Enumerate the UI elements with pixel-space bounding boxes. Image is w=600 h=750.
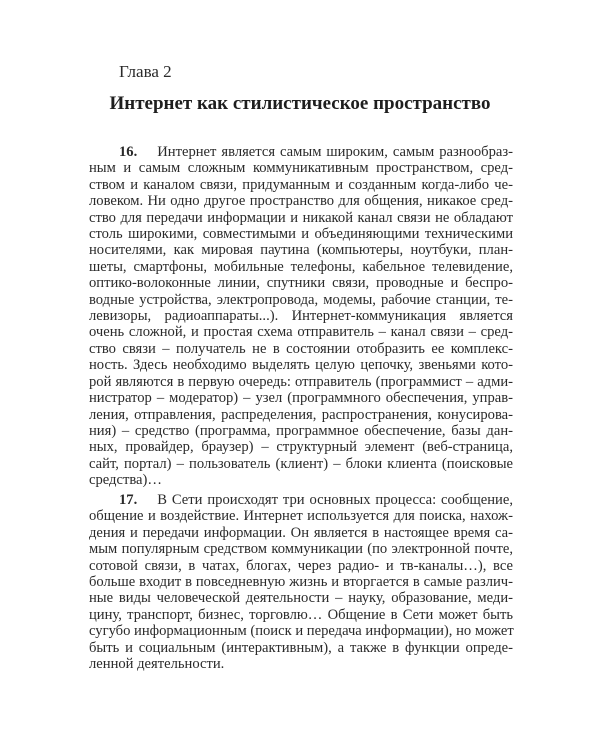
line-text: В Сети происходят три основных процесса: сообщение, bbox=[157, 492, 513, 508]
line-text: мым популярным средством коммуникации (по электронной почте, bbox=[89, 541, 513, 558]
line-text: ность. Здесь необходимо выделять целую цепочку, звеньями кото- bbox=[89, 357, 513, 374]
line-text: носителями, как мировая паутина (компьютеры, ноутбуки, план- bbox=[89, 242, 513, 259]
line-text: средства)… bbox=[89, 472, 162, 489]
chapter-label: Глава 2 bbox=[119, 62, 172, 81]
line-text: ные виды человеческой деятельности – науку, образование, меди- bbox=[89, 590, 513, 607]
text-line bbox=[89, 456, 513, 472]
line-text: оптико-волоконные линии, спутники связи, проводные и беспро- bbox=[89, 275, 513, 292]
line-text: сайт, портал) – пользователь (клиент) – блоки клиента (поисковые bbox=[89, 455, 513, 472]
line-text: ство связи – получатель не в состоянии отобразить ее комплекс- bbox=[89, 340, 513, 357]
text-line bbox=[89, 439, 513, 455]
text-line bbox=[89, 472, 513, 488]
text-line bbox=[89, 259, 513, 275]
text-line bbox=[89, 525, 513, 541]
text-line bbox=[89, 541, 513, 557]
paragraph-17 bbox=[89, 492, 513, 672]
line-text: ловеком. Ни одно другое пространство для общения, никакое сред- bbox=[89, 193, 513, 210]
text-line bbox=[89, 177, 513, 193]
text-line bbox=[89, 607, 513, 623]
text-line bbox=[89, 558, 513, 574]
text-line bbox=[89, 308, 513, 324]
line-text: нистратор – модератор) – узел (программного обеспечения, управ- bbox=[89, 390, 513, 407]
text-line bbox=[89, 390, 513, 406]
line-text: общение и воздействие. Интернет используется для поиска, нахож- bbox=[89, 508, 513, 525]
text-line bbox=[89, 407, 513, 423]
line-text: столь широкими, совместимыми и объединяющими техническими bbox=[89, 226, 513, 243]
text-line bbox=[89, 210, 513, 226]
text-line bbox=[89, 341, 513, 357]
text-line bbox=[89, 324, 513, 340]
text-line bbox=[89, 640, 513, 656]
text-line bbox=[89, 292, 513, 308]
line-text: цину, транспорт, бизнес, торговлю… Общение в Сети может быть bbox=[89, 606, 513, 623]
line-text: ных, провайдер, браузер) – структурный элемент (веб-страница, bbox=[89, 439, 513, 456]
line-text: быть и социальным (интерактивным), а также в функции опреде- bbox=[89, 639, 513, 656]
line-text: рой являются в первую очередь: отправитель (программист – адми- bbox=[89, 373, 513, 390]
text-line bbox=[89, 144, 513, 160]
text-line bbox=[89, 374, 513, 390]
text-line bbox=[89, 574, 513, 590]
text-line bbox=[89, 508, 513, 524]
text-line bbox=[89, 357, 513, 373]
line-text: шеты, смартфоны, мобильные телефоны, кабельное телевидение, bbox=[89, 258, 513, 275]
text-line bbox=[89, 193, 513, 209]
text-line bbox=[89, 160, 513, 176]
section-title: Интернет как стилистическое пространство bbox=[109, 93, 491, 114]
line-text: ство для передачи информации и никакой канал связи не обладают bbox=[89, 209, 513, 226]
line-text: больше входит в повседневную жизнь и вторгается в самые различ- bbox=[89, 574, 513, 591]
line-text: ством и каналом связи, придуманным и созданным когда-либо че- bbox=[89, 176, 513, 193]
paragraph-number: 17. bbox=[119, 492, 138, 508]
line-text: ления, отправления, распределения, распространения, конусирова- bbox=[89, 406, 513, 423]
text-line bbox=[89, 492, 513, 508]
text-line bbox=[89, 275, 513, 291]
paragraph-number: 16. bbox=[119, 144, 138, 160]
line-text: ленной деятельности. bbox=[89, 656, 225, 673]
text-line bbox=[89, 590, 513, 606]
line-text: сугубо информационным (поиск и передача информации), но может bbox=[89, 623, 514, 640]
text-line bbox=[89, 226, 513, 242]
line-text: дения и передачи информации. Он является в настоящее время са- bbox=[89, 524, 513, 541]
text-line bbox=[89, 423, 513, 439]
line-text: ния) – средство (программа, программное обеспечение, базы дан- bbox=[89, 422, 513, 439]
line-text: Интернет является самым широким, самым разнообраз- bbox=[157, 144, 513, 160]
line-text: водные устройства, электропровода, модемы, рабочие станции, те- bbox=[89, 291, 513, 308]
line-text: сотовой связи, в чатах, блогах, через радио- и тв-каналы…), все bbox=[89, 557, 513, 574]
text-line bbox=[89, 656, 513, 672]
text-line bbox=[89, 242, 513, 258]
line-text: ным и самым сложным коммуникативным пространством, сред- bbox=[89, 160, 513, 177]
line-text: очень сложной, и простая схема отправитель – канал связи – сред- bbox=[89, 324, 513, 341]
paragraph-16 bbox=[89, 144, 513, 489]
text-line bbox=[89, 623, 513, 639]
line-text: левизоры, радиоаппараты...). Интернет-коммуникация является bbox=[89, 308, 513, 325]
